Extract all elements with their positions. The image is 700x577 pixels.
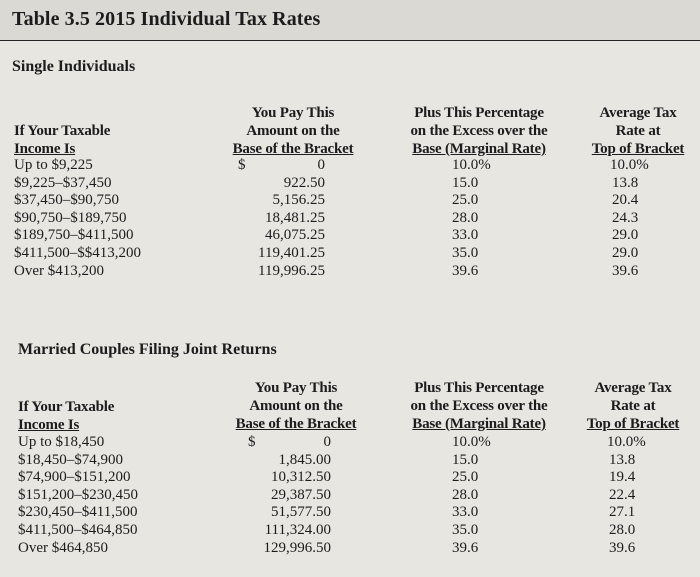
table-row (0, 522, 700, 540)
table-row (0, 157, 700, 175)
header-taxable-income: If Your Taxable Income Is (18, 399, 115, 433)
income-range: $9,225–$37,450 (14, 174, 112, 191)
average-rate: 29.0 (612, 245, 639, 261)
marginal-rate: 39.6 (452, 262, 479, 279)
table-row (0, 227, 700, 245)
table-row (0, 469, 700, 487)
average-rate: 28.0 (609, 522, 636, 538)
income-range: $189,750–$411,500 (14, 227, 134, 244)
base-amount: 0 (323, 434, 331, 450)
income-range: $151,200–$230,450 (18, 486, 138, 503)
average-rate: 19.4 (609, 469, 636, 486)
base-amount: 5,156.25 (272, 192, 325, 209)
table-row (0, 245, 700, 263)
average-rate: 27.1 (609, 504, 636, 521)
income-range: $90,750–$189,750 (14, 209, 127, 226)
base-amount: 129,996.50 (263, 539, 331, 556)
header-base-amount: You Pay This Amount on the Base of the Bracket (232, 105, 354, 157)
header-marginal-rate: Plus This Percentage on the Excess over the Base (Marginal Rate) (410, 105, 548, 157)
table-row (0, 210, 700, 228)
base-amount: 46,075.25 (265, 227, 325, 244)
header-marginal-rate: Plus This Percentage on the Excess over the Base (Marginal Rate) (410, 380, 548, 432)
marginal-rate: 35.0 (452, 522, 479, 538)
base-amount: 119,401.25 (258, 245, 325, 261)
marginal-rate: 25.0 (452, 469, 479, 486)
marginal-rate: 10.0% (452, 434, 491, 450)
average-rate: 22.4 (609, 486, 636, 503)
average-rate: 20.4 (612, 192, 639, 209)
income-range: $37,450–$90,750 (14, 192, 119, 209)
table-row (0, 452, 700, 470)
section-heading-single: Single Individuals (12, 58, 136, 75)
average-rate: 24.3 (612, 209, 639, 226)
base-amount: 10,312.50 (271, 469, 331, 486)
base-amount: 0 (317, 157, 325, 173)
marginal-rate: 28.0 (452, 209, 479, 226)
base-amount: 111,324.00 (264, 522, 331, 538)
marginal-rate: 25.0 (452, 192, 479, 209)
average-rate: 10.0% (610, 157, 649, 173)
header-base-amount: You Pay This Amount on the Base of the Bracket (235, 380, 357, 432)
dollar-sign: $ (248, 434, 256, 450)
average-rate: 10.0% (607, 434, 646, 450)
marginal-rate: 39.6 (452, 539, 479, 556)
base-amount: 51,577.50 (271, 504, 331, 521)
income-range: Up to $18,450 (18, 434, 105, 450)
header-average-rate: Average Tax Rate at Top of Bracket (586, 380, 680, 432)
table-row (0, 175, 700, 193)
header-taxable-income: If Your Taxable Income Is (14, 123, 111, 157)
header-average-rate: Average Tax Rate at Top of Bracket (591, 105, 685, 157)
average-rate: 13.8 (609, 451, 636, 468)
average-rate: 29.0 (612, 227, 639, 244)
marginal-rate: 28.0 (452, 486, 479, 503)
marginal-rate: 33.0 (452, 504, 479, 521)
marginal-rate: 33.0 (452, 227, 479, 244)
table-row (0, 434, 700, 452)
marginal-rate: 10.0% (452, 157, 491, 173)
marginal-rate: 35.0 (452, 245, 479, 261)
base-amount: 18,481.25 (265, 209, 325, 226)
table-row (0, 263, 700, 281)
average-rate: 39.6 (609, 539, 636, 556)
section-heading-married: Married Couples Filing Joint Returns (18, 341, 277, 358)
income-range: Over $464,850 (18, 539, 108, 556)
table-row (0, 192, 700, 210)
income-range: Over $413,200 (14, 262, 104, 279)
average-rate: 13.8 (612, 174, 639, 191)
income-range: $18,450–$74,900 (18, 451, 123, 468)
base-amount: 119,996.25 (258, 262, 325, 279)
base-amount: 1,845.00 (278, 451, 331, 468)
average-rate: 39.6 (612, 262, 639, 279)
dollar-sign: $ (238, 157, 246, 173)
base-amount: 922.50 (283, 174, 325, 191)
table-row (0, 504, 700, 522)
base-amount: 29,387.50 (271, 486, 331, 503)
table-row (0, 540, 700, 558)
income-range: Up to $9,225 (14, 157, 93, 173)
marginal-rate: 15.0 (452, 174, 479, 191)
income-range: $411,500–$464,850 (18, 522, 138, 538)
table-row (0, 487, 700, 505)
income-range: $74,900–$151,200 (18, 469, 131, 486)
table-title: Table 3.5 2015 Individual Tax Rates (12, 8, 321, 30)
income-range: $230,450–$411,500 (18, 504, 138, 521)
income-range: $411,500–$$413,200 (14, 245, 141, 261)
marginal-rate: 15.0 (452, 451, 479, 468)
